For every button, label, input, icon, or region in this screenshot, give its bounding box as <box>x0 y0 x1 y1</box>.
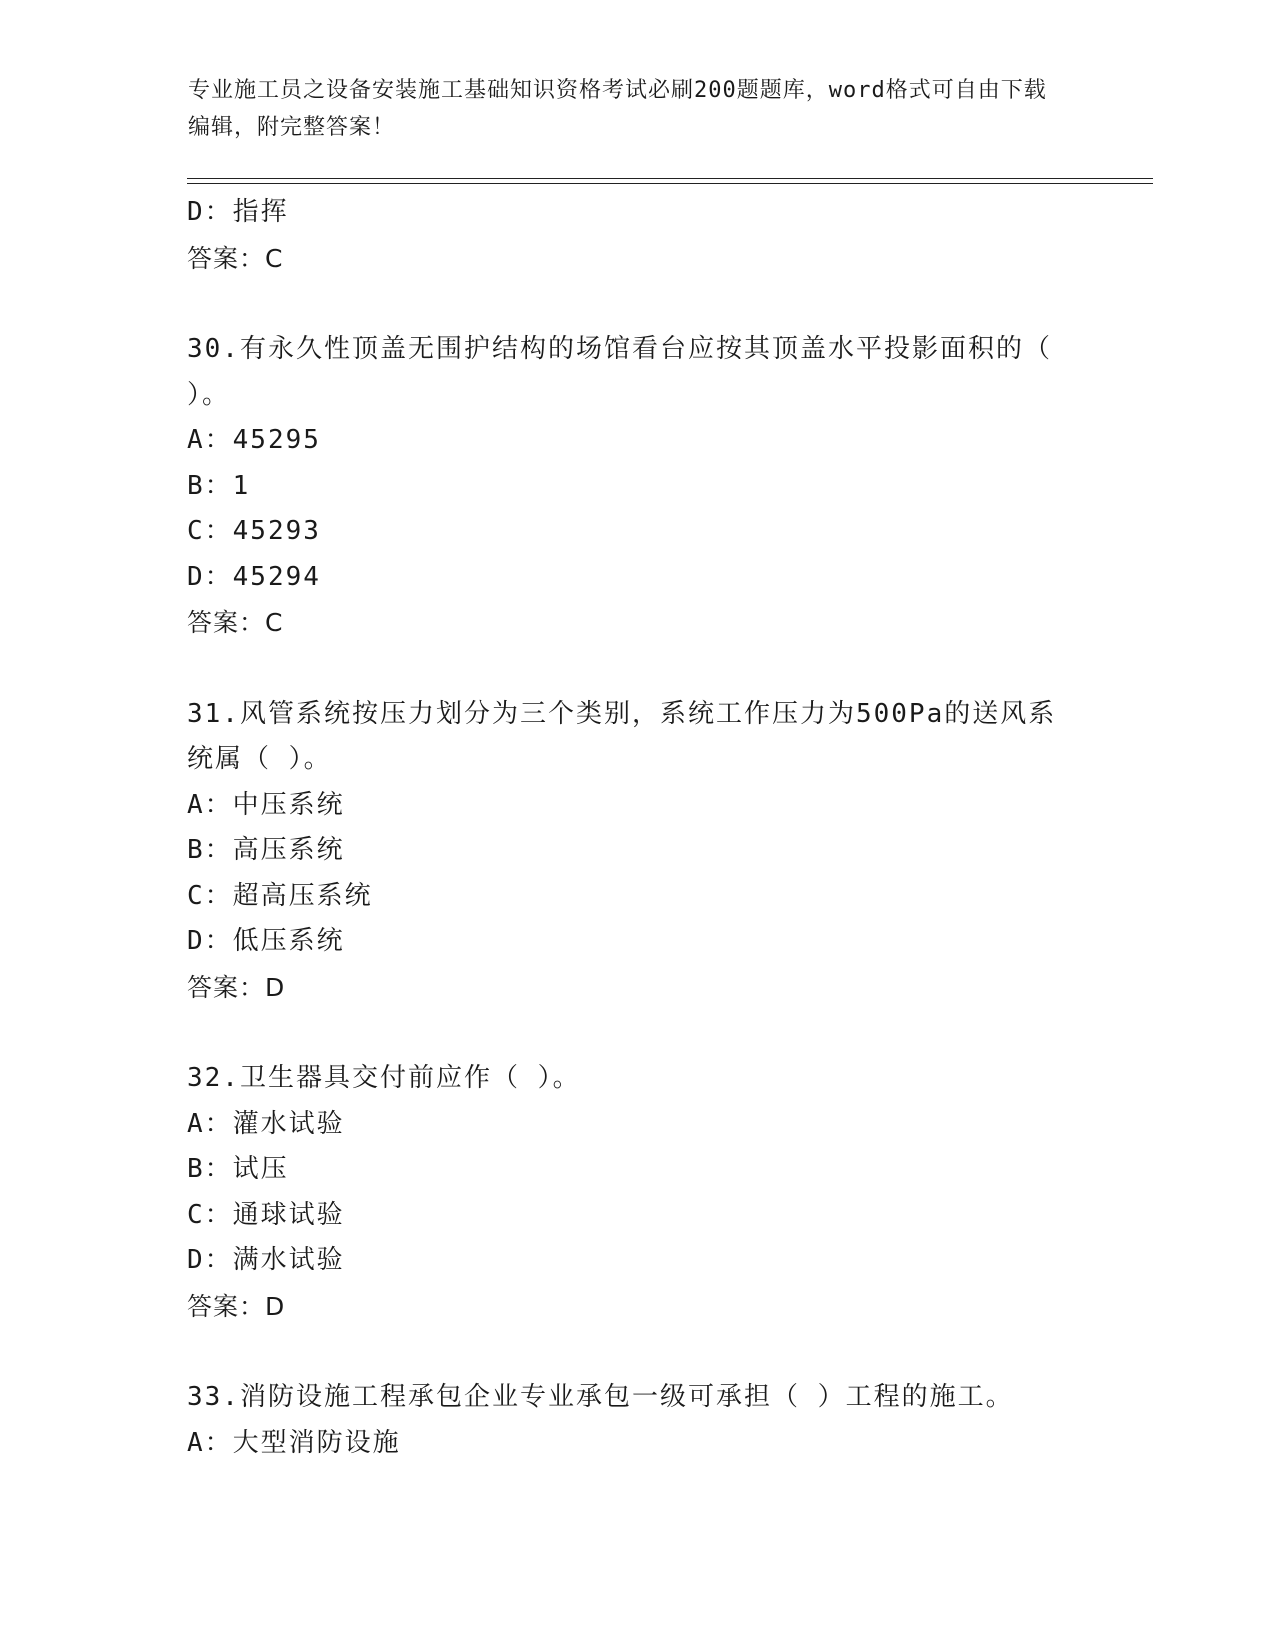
spacer <box>187 1329 1087 1375</box>
option-a: A：大型消防设施 <box>187 1427 401 1458</box>
option-c: C：通球试验 <box>187 1199 345 1230</box>
option-c: C：45293 <box>187 516 321 546</box>
option-a: A：灌水试验 <box>187 1108 345 1139</box>
answer-line: 答案：D <box>187 1291 286 1321</box>
option-d: D：低压系统 <box>187 926 345 956</box>
option-a: A：中压系统 <box>187 789 345 820</box>
option-d: D：45294 <box>187 561 321 592</box>
document-body <box>187 190 1087 1466</box>
question-stem: 32.卫生器具交付前应作（ ）。 <box>187 1063 581 1093</box>
answer-line: 答案：C <box>187 243 284 273</box>
document-header: 专业施工员之设备安装施工基础知识资格考试必刷200题题库，word格式可自由下载编辑，附完整答案！ <box>188 78 1047 140</box>
option-b: B：1 <box>187 470 251 501</box>
option-c: C：超高压系统 <box>187 880 373 911</box>
option-b: B：试压 <box>187 1154 289 1184</box>
spacer <box>187 1010 1087 1056</box>
spacer <box>187 281 1087 327</box>
question-stem: 31.风管系统按压力划分为三个类别，系统工作压力为500Pa的送风系统属（ ）。 <box>187 698 1057 774</box>
option-b: B：高压系统 <box>187 835 345 865</box>
option-a: A：45295 <box>187 425 321 455</box>
answer-line: 答案：D <box>187 972 286 1002</box>
answer-line: 答案：C <box>187 608 284 637</box>
spacer <box>187 646 1087 692</box>
header-divider-bottom <box>187 183 1153 184</box>
question-stem: 33.消防设施工程承包企业专业承包一级可承担（ ）工程的施工。 <box>187 1382 1014 1412</box>
question-stem: 30.有永久性顶盖无围护结构的场馆看台应按其顶盖水平投影面积的（ ）。 <box>187 334 1052 410</box>
header-divider-top <box>187 178 1153 179</box>
option-d: D：指挥 <box>187 197 289 227</box>
option-d: D：满水试验 <box>187 1245 345 1275</box>
